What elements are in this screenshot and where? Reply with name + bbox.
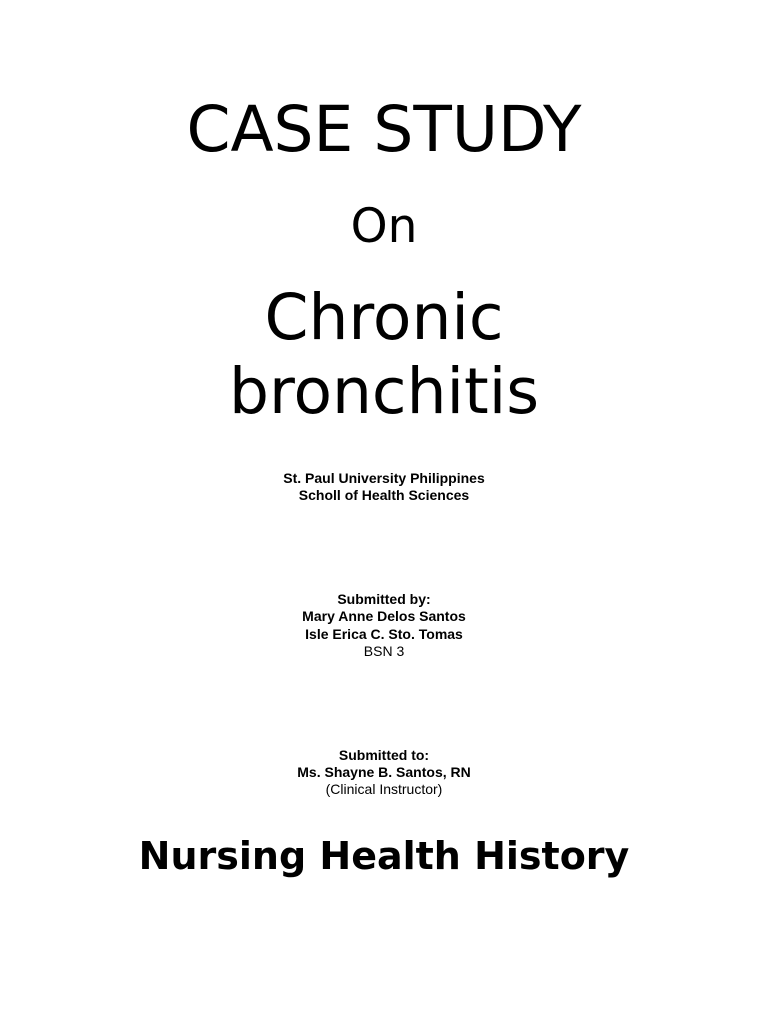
school-name: Scholl of Health Sciences [298, 487, 470, 503]
university-name: St. Paul University Philippines [283, 470, 485, 486]
case-topic-line-1: Chronic [264, 281, 504, 354]
case-topic-line-2: bronchitis [228, 355, 540, 428]
submitted-to-label: Submitted to: [338, 747, 430, 763]
year-level: BSN 3 [363, 643, 405, 659]
submitted-by-label: Submitted by: [337, 591, 431, 607]
section-heading: Nursing Health History [138, 834, 630, 878]
instructor-role: (Clinical Instructor) [325, 781, 443, 797]
student-name: Mary Anne Delos Santos [302, 608, 466, 624]
student-name: Isle Erica C. Sto. Tomas [305, 626, 463, 642]
instructor-name: Ms. Shayne B. Santos, RN [297, 764, 471, 780]
title-connector: On [350, 199, 418, 254]
document-title: CASE STUDY [186, 93, 582, 166]
